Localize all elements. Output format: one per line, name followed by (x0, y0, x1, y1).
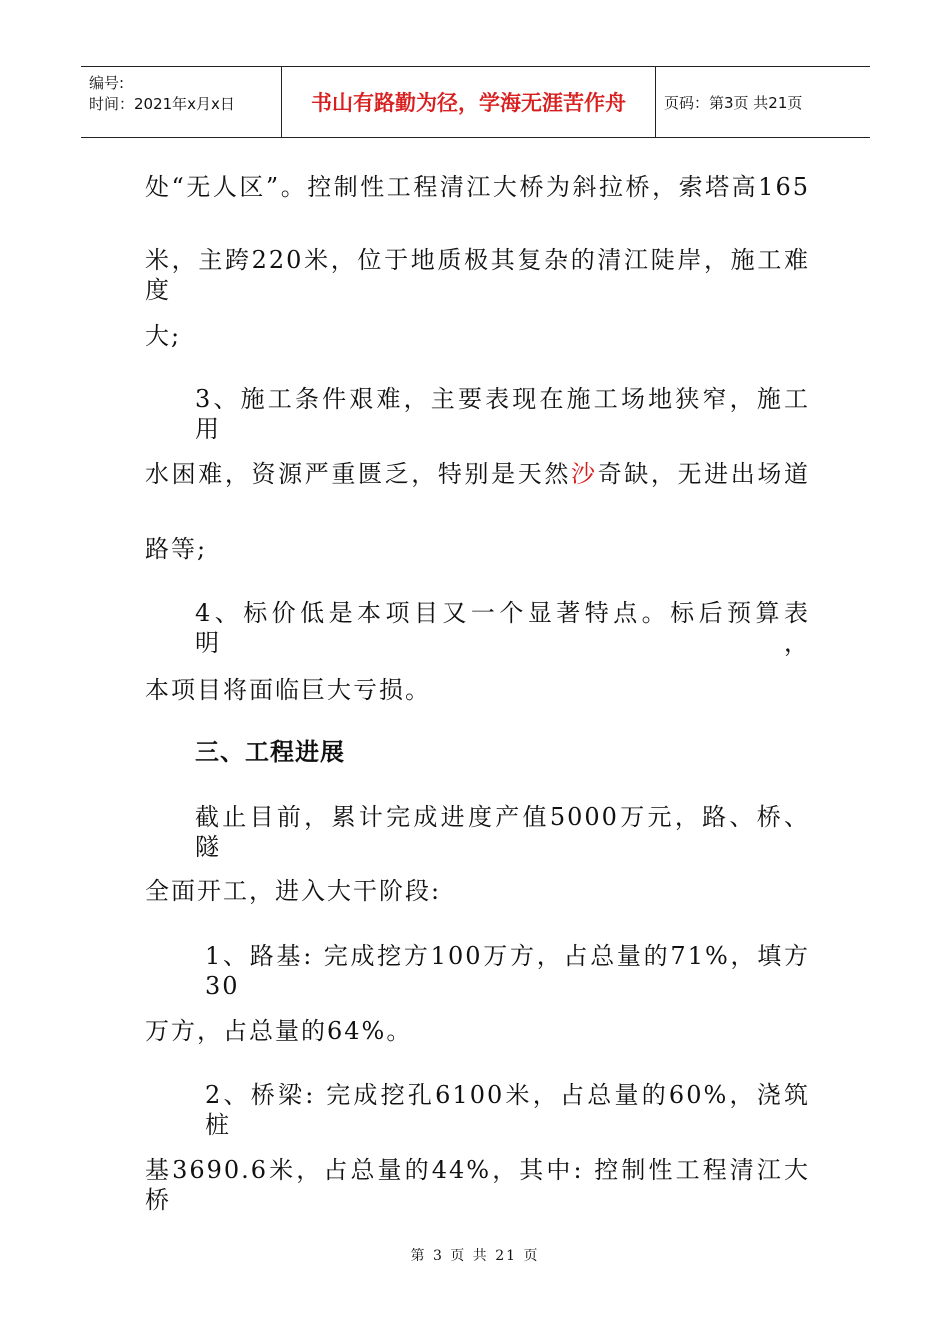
body-line (145, 459, 810, 489)
body-line: 全面开工，进入大干阶段: (145, 877, 442, 905)
body-line: 大; (145, 322, 182, 350)
document-time-label: 时间：2021年x月x日 (89, 95, 235, 113)
header-meta-cell (81, 67, 282, 137)
body-line: 万方，占总量的64%。 (145, 1017, 413, 1045)
body-line: 截止目前，累计完成进度产值5000万元，路、桥、隧 (195, 803, 810, 861)
body-line: 处“无人区”。控制性工程清江大桥为斜拉桥，索塔高165 (145, 173, 810, 201)
text-run: 水困难，资源严重匮乏，特别是天然 (145, 460, 571, 488)
document-number-label: 编号: (89, 74, 125, 92)
body-line: 米，主跨220米，位于地质极其复杂的清江陡岸，施工难度 (145, 246, 810, 304)
body-line: 1、路基: 完成挖方100万方，占总量的71%，填方30 (205, 942, 810, 1000)
body-line: 路等; (145, 535, 208, 563)
body-line: 本项目将面临巨大亏损。 (145, 676, 431, 704)
body-line: 基3690.6米，占总量的44%，其中: 控制性工程清江大桥 (145, 1156, 810, 1214)
section-heading: 三、工程进展 (195, 738, 345, 766)
highlighted-word: 沙 (571, 460, 598, 488)
header-motto-cell (282, 67, 656, 137)
page-header (81, 66, 870, 138)
body-line: 3、施工条件艰难，主要表现在施工场地狭窄，施工用 (195, 385, 810, 443)
header-motto: 书山有路勤为径，学海无涯苦作舟 (311, 91, 626, 115)
header-page-info: 页码：第3页 共21页 (664, 93, 803, 112)
text-run: 奇缺，无进出场道 (597, 460, 810, 488)
body-line: 4、标价低是本项目又一个显著特点。标后预算表明， (195, 599, 810, 657)
page-footer: 第 3 页 共 21 页 (410, 1248, 540, 1264)
body-line: 2、桥梁: 完成挖孔6100米，占总量的60%，浇筑桩 (205, 1081, 810, 1139)
